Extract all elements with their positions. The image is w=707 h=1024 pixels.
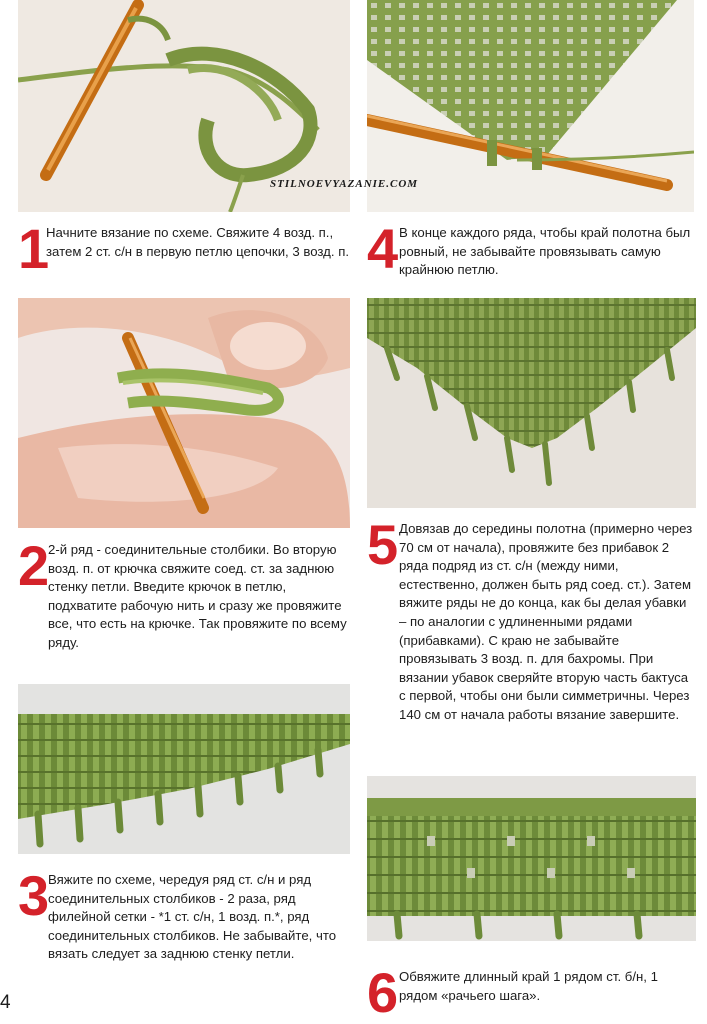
step-4 [367,217,697,280]
step-3 [18,864,353,964]
step-number: 1 [18,217,48,280]
step-text: Довязав до середины полотна (примерно через 70 см от начала), провяжите без прибавок 2 ряда подряд из ст. с/н (между ними, естественно, должен быть ряд соед. ст.). Затем вяжите ряды не до конца, как бы делая убавки – по аналогии с удлиненными рядами (прибавками). С краю не забывайте провязывать 3 возд. п. для бахромы. При вязании убавок сверяйте вторую часть бактуса с первой, чтобы они были симметричны. Через 140 см от начала работы вязание завершите. [399,521,693,722]
step-number: 2 [18,534,48,597]
step-6 [367,961,697,1024]
step-text: Обвяжите длинный край 1 рядом ст. б/н, 1 рядом «рачьего шага». [399,969,658,1003]
step-number: 5 [367,513,397,576]
step-5 [367,513,697,725]
step-number: 6 [367,961,397,1024]
step-text: 2-й ряд - соединительные столбики. Во вторую возд. п. от крючка свяжите соед. ст. за заднюю стенку петли. Введите крючок в петлю, подхватите рабочую нить и сразу же провяжите все, что есть на крючке. Так провяжите по всему ряду. [48,542,347,650]
step-1 [18,217,353,280]
photo-step-2 [18,298,350,528]
watermark-text: STILNOEVYAZANIE.COM [270,178,419,190]
photo-step-6 [367,776,696,941]
photo-step-5 [367,298,696,508]
page-number: 4 [0,992,11,1013]
photo-step-3 [18,684,350,854]
step-text: В конце каждого ряда, чтобы край полотна был ровный, не забывайте провязывать самую крайнюю петлю. [399,225,691,278]
step-number: 3 [18,864,48,927]
step-number: 4 [367,217,397,280]
step-text: Начните вязание по схеме. Свяжите 4 возд. п., затем 2 ст. с/н в первую петлю цепочки, 3 возд. п. [46,225,350,259]
step-text: Вяжите по схеме, чередуя ряд ст. с/н и ряд соединительных столбиков - 2 раза, ряд филейной сетки - *1 ст. с/н, 1 возд. п.*, ряд соединительных столбиков. Не забывайте, что вязать следует за заднюю стенку петли. [48,872,337,962]
step-2 [18,534,353,653]
